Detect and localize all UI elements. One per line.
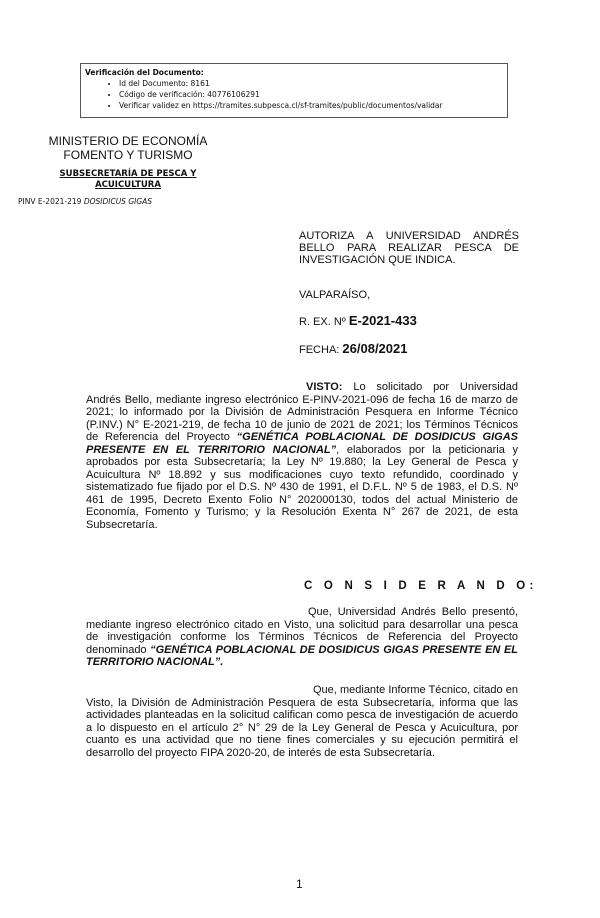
- verification-box: [80, 63, 508, 118]
- pinv-number: PINV E-2021-219: [18, 197, 82, 206]
- visto-text-1: Lo solicitado por Universidad Andrés Bello, mediante ingreso electrónico E-PINV-2021-096 de fecha 16 de marzo de 2021; lo informado por la División de Administración Pesquera en Informe Técnico (P.INV.) N° E-2021-219, de fecha 10 de junio de 2021 de 2021; los Términos Técnicos de Referencia del Proyecto: [86, 381, 518, 443]
- subsecretaria-line-1: SUBSECRETARÍA DE PESCA Y: [59, 169, 197, 179]
- considerando-paragraph-1: [86, 606, 518, 669]
- visto-text-2: , elaborados por la peticionaria y aprobados por esta Subsecretaría; la Ley Nº 19.880; la Ley General de Pesca y Acuicultura Nº 18.892 y sus modificaciones cuyo texto refundido, coordinado y sistematizado fue fijado por el D.S. Nº 430 de 1991, el D.F.L. Nº 5 de 1983, el D.S. Nº 461 de 1995, Decreto Exento Folio N° 202000130, todos del actual Ministerio de Economía, Fomento y Turismo; y la Resolución Exenta N° 267 de 2021, de esta Subsecretaría.: [86, 443, 518, 531]
- visto-label: VISTO:: [306, 381, 343, 393]
- title-line-2: BELLO PARA REALIZAR PESCA DE: [299, 242, 519, 254]
- verification-list: [85, 78, 507, 111]
- pinv-reference: [18, 197, 152, 206]
- title-line-3: INVESTIGACIÓN QUE INDICA.: [299, 254, 456, 266]
- considerando-heading: C O N S I D E R A N D O:: [304, 580, 538, 592]
- verification-id: • Id del Documento: 8161: [119, 78, 507, 89]
- date-label: FECHA:: [299, 344, 340, 356]
- visto-paragraph: [86, 381, 518, 531]
- title-line-1: AUTORIZA A UNIVERSIDAD ANDRÉS: [299, 230, 519, 242]
- subsecretaria-line-2: ACUICULTURA: [95, 180, 161, 190]
- considerando-p1-text: Que, Universidad Andrés Bello presentó, mediante ingreso electrónico citado en Visto, una solicitud para desarrollar una pesca de investigación conforme los Términos Técnicos de Referencia del Proyecto denominado: [86, 606, 518, 656]
- considerando-paragraph-2: Que, mediante Informe Técnico, citado en Visto, la División de Administración Pesquera de esta Subsecretaría, informa que las actividades planteadas en la solicitud califican como pesca de investigación de acuerdo a lo dispuesto en el artículo 2° N° 29 de la Ley General de Pesca y Acuicultura, por cuanto es una actividad que no tiene fines comerciales y su ejecución permitirá el desarrollo del proyecto FIPA 2020-20, de interés de esta Subsecretaría.: [86, 684, 518, 759]
- visto-project: “GENÉTICA POBLACIONAL DE DOSIDICUS GIGAS PRESENTE EN EL TERRITORIO NACIONAL”: [86, 431, 518, 456]
- place: VALPARAÍSO,: [299, 289, 371, 301]
- considerando-p1-project: “GENÉTICA POBLACIONAL DE DOSIDICUS GIGAS PRESENTE EN EL TERRITORIO NACIONAL”.: [86, 643, 518, 668]
- resolution-number: E-2021-433: [348, 313, 417, 328]
- resolution: [299, 315, 519, 328]
- verification-title: Verificación del Documento:: [85, 68, 204, 77]
- ministry-line-2: FOMENTO Y TURISMO: [63, 148, 193, 162]
- pinv-species: DOSIDICUS GIGAS: [83, 197, 153, 206]
- resolution-label: R. EX. Nº: [299, 316, 346, 328]
- date: [299, 343, 519, 356]
- page-number: 1: [296, 877, 303, 891]
- ministry-line-1: MINISTERIO DE ECONOMÍA: [48, 134, 208, 148]
- date-value: 26/08/2021: [342, 341, 408, 356]
- verification-url[interactable]: • Verificar validez en https://tramites.subpesca.cl/sf-tramites/public/documentos/validar: [119, 100, 507, 111]
- verification-code: • Código de verificación: 40776106291: [119, 89, 507, 100]
